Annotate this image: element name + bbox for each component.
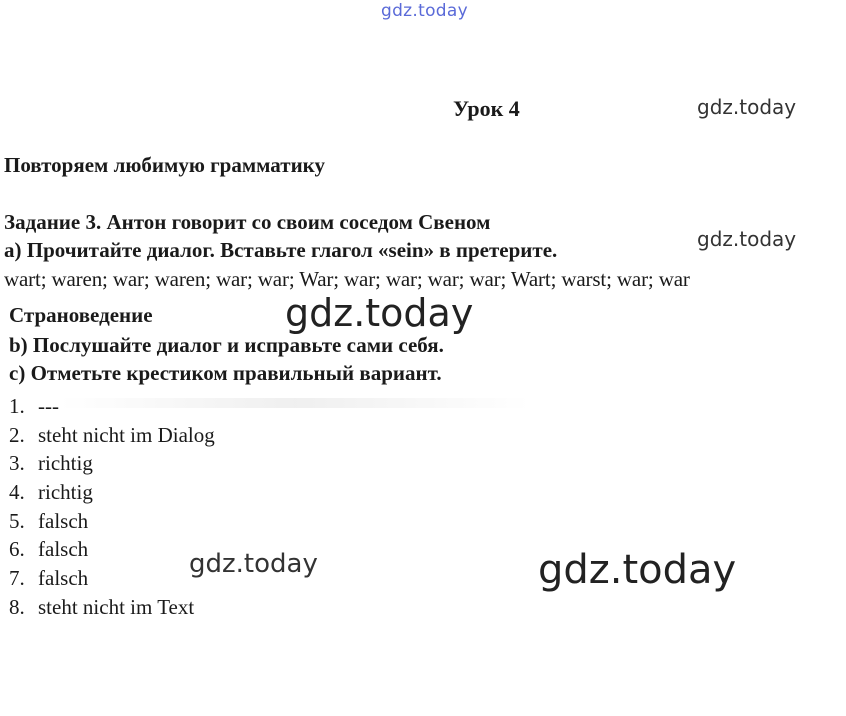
watermark-bottom-small: gdz.today: [189, 549, 318, 579]
watermark-right-2: gdz.today: [697, 227, 797, 251]
answer-number: 8.: [9, 594, 25, 619]
list-item: [9, 593, 215, 622]
list-item: [9, 392, 215, 421]
list-item: [9, 535, 215, 564]
answer-text: steht nicht im Dialog: [38, 422, 215, 447]
watermark-center-big: gdz.today: [285, 291, 474, 335]
watermark-top: gdz.today: [381, 1, 468, 21]
instruction-c: с) Отметьте крестиком правильный вариант.: [9, 361, 442, 385]
list-item: [9, 564, 215, 593]
answer-text: falsch: [38, 537, 89, 562]
watermark-bottom-big: gdz.today: [538, 547, 737, 593]
answer-text: falsch: [38, 508, 89, 533]
answer-number: 7.: [9, 566, 25, 591]
answer-number: 6.: [9, 537, 25, 562]
list-item: [9, 449, 215, 478]
list-item: [9, 478, 215, 507]
answer-number: 3.: [9, 451, 25, 476]
answer-text: steht nicht im Text: [38, 594, 195, 619]
lesson-title: Урок 4: [453, 96, 520, 121]
instruction-b: b) Послушайте диалог и исправьте сами себя.: [9, 333, 444, 357]
answer-text: richtig: [38, 480, 93, 505]
answer-line-a: wart; waren; war; waren; war; war; War; war; war; war; war; Wart; warst; war; war: [4, 267, 690, 291]
answer-text: ---: [38, 394, 59, 418]
answer-number: 2.: [9, 422, 25, 447]
grammar-subtitle: Повторяем любимую грамматику: [4, 153, 325, 177]
answer-list: [9, 392, 215, 622]
list-item: [9, 507, 215, 536]
watermark-right-1: gdz.today: [697, 95, 797, 119]
instruction-a: а) Прочитайте диалог. Вставьте глагол «sein» в претерите.: [4, 238, 558, 262]
answer-number: 5.: [9, 508, 25, 533]
answer-number: 1.: [9, 394, 25, 418]
task-title: Задание 3. Антон говорит со своим соседом Свеном: [4, 210, 491, 234]
answer-text: falsch: [38, 566, 89, 591]
answer-text: richtig: [38, 451, 93, 476]
section-title: Страноведение: [9, 303, 153, 327]
answer-number: 4.: [9, 480, 25, 505]
list-item: [9, 421, 215, 450]
